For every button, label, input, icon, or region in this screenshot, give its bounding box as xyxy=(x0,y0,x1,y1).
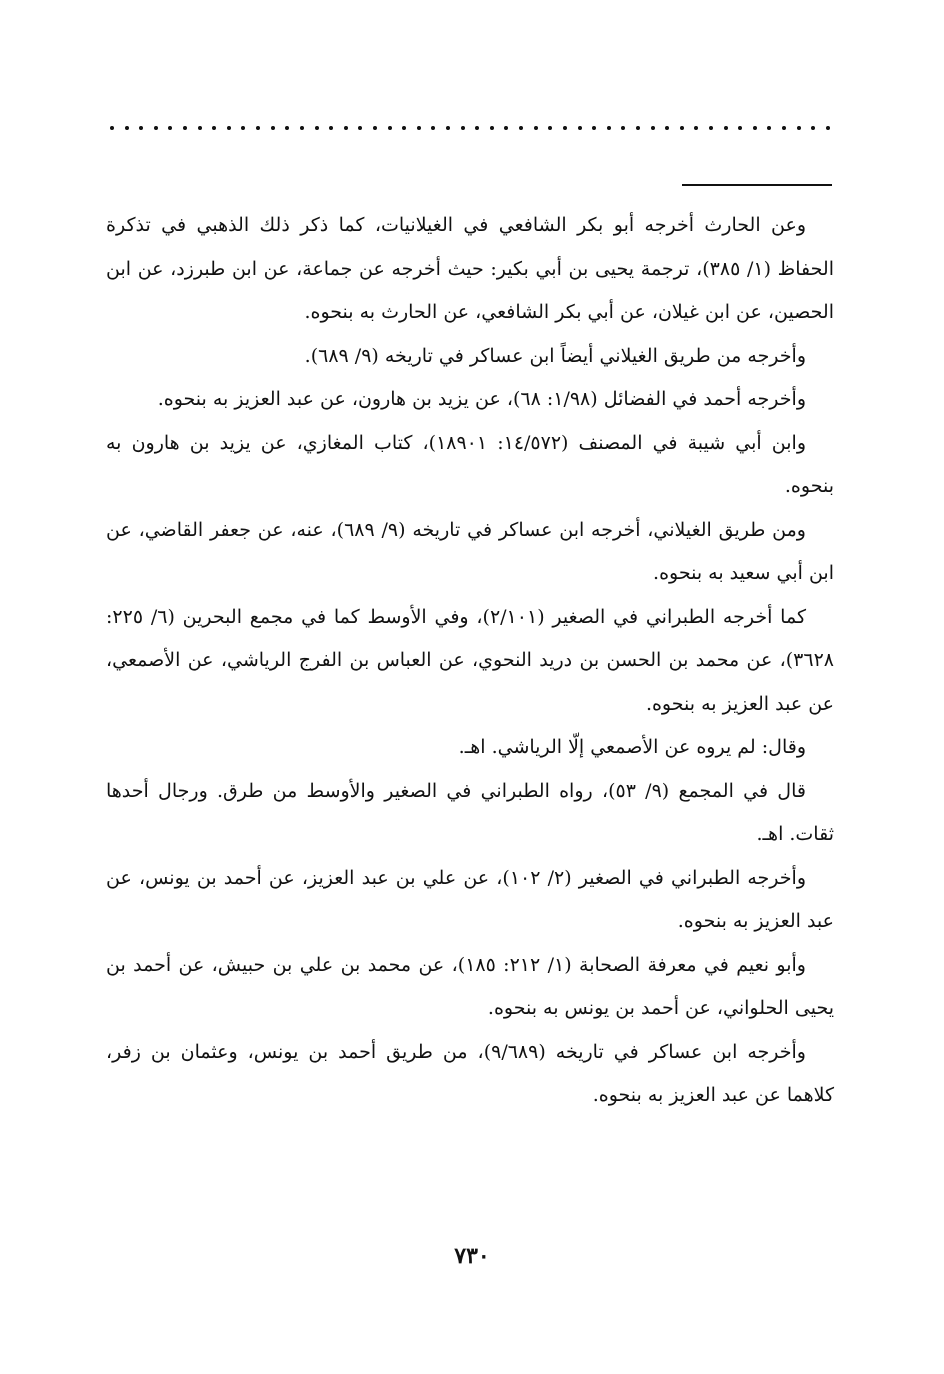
paragraph: وقال: لم يروه عن الأصمعي إلّا الرياشي. اهـ. xyxy=(458,736,806,758)
footnote-body xyxy=(106,204,834,1118)
paragraph: قال في المجمع (٩/ ٥٣)، رواه الطبراني في الصغير والأوسط من طرق. ورجال أحدها ثقات. اهـ. xyxy=(106,779,834,845)
paragraph: وعن الحارث أخرجه أبو بكر الشافعي في الغيلانيات، كما ذكر ذلك الذهبي في تذكرة الحفاظ (١/ ٣٨٥)، ترجمة يحيى بن أبي بكير: حيث أخرجه عن جماعة، عن ابن طبرزد، عن ابن الحصين، عن ابن غيلان، عن أبي بكر الشافعي، عن الحارث به بنحوه. xyxy=(106,214,834,323)
paragraph: وأخرجه من طريق الغيلاني أيضاً ابن عساكر في تاريخه (٩/ ٦٨٩). xyxy=(304,344,806,367)
paragraph: وأبو نعيم في معرفة الصحابة (١/ ٢١٢: ١٨٥)، عن محمد بن علي بن حبيش، عن أحمد بن يحيى الحلواني، عن أحمد بن يونس به بنحوه. xyxy=(106,953,834,1019)
footnote-rule xyxy=(682,184,832,186)
paragraph: وأخرجه ابن عساكر في تاريخه (٩/٦٨٩)، من طريق أحمد بن يونس، وعثمان بن زفر، كلاهما عن عبد العزيز به بنحوه. xyxy=(106,1040,834,1106)
page-number: ٧٣٠ xyxy=(454,1243,490,1269)
paragraph: وابن أبي شيبة في المصنف (١٤/٥٧٢: ١٨٩٠١)، كتاب المغازي، عن يزيد بن هارون به بنحوه. xyxy=(106,431,834,497)
paragraph: كما أخرجه الطبراني في الصغير (٢/١٠١)، وفي الأوسط كما في مجمع البحرين (٦/ ٢٢٥: ٣٦٢٨)، عن محمد بن الحسن بن دريد النحوي، عن العباس بن الفرج الرياشي، عن الأصمعي، عن عبد العزيز به بنحوه. xyxy=(106,605,834,715)
paragraph: ومن طريق الغيلاني، أخرجه ابن عساكر في تاريخه (٩/ ٦٨٩)، عنه، عن جعفر القاضي، عن ابن أبي سعيد به بنحوه. xyxy=(106,518,834,584)
paragraph: وأخرجه أحمد في الفضائل (١/٩٨: ٦٨)، عن يزيد بن هارون، عن عبد العزيز به بنحوه. xyxy=(157,388,806,410)
paragraph: وأخرجه الطبراني في الصغير (٢/ ١٠٢)، عن علي بن عبد العزيز، عن أحمد بن يونس، عن عبد العزيز به بنحوه. xyxy=(106,866,834,932)
dotted-separator xyxy=(110,118,830,138)
